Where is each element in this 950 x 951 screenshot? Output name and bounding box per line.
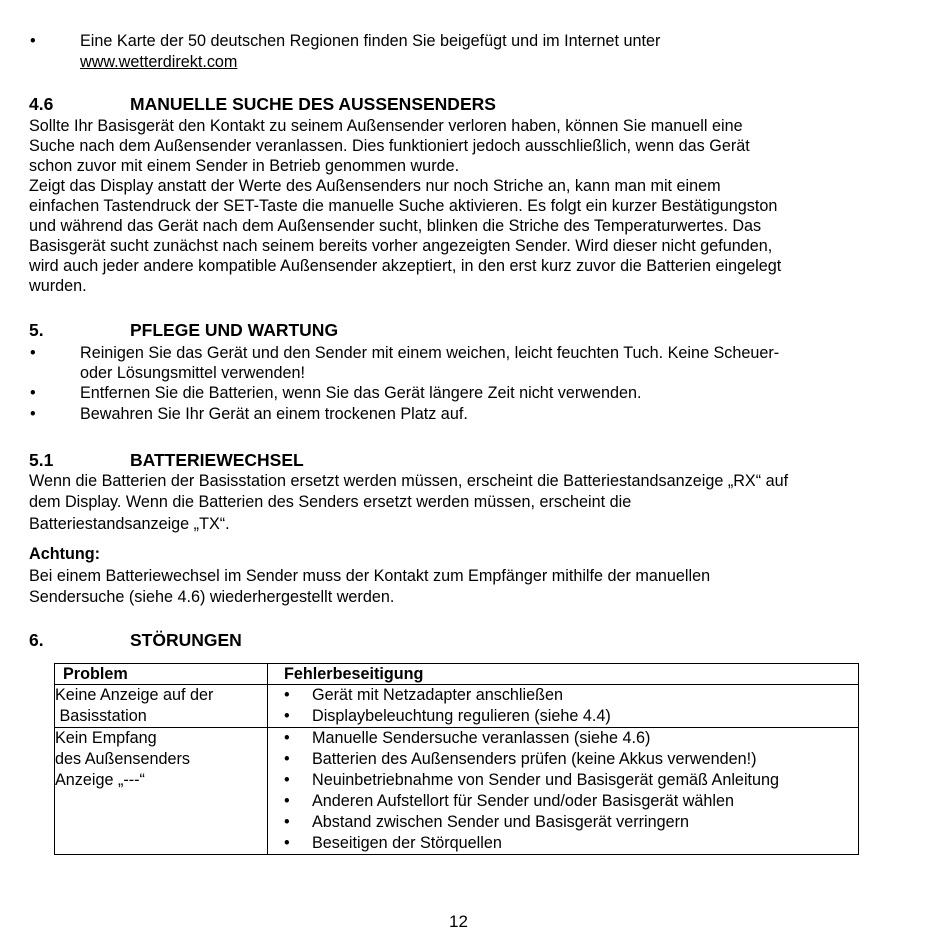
fix-item <box>268 812 858 833</box>
section-number: 6. <box>29 630 44 650</box>
intro-text: Eine Karte der 50 deutschen Regionen finden Sie beigefügt und im Internet unter <box>80 32 661 50</box>
wetterdirekt-link[interactable]: www.wetterdirekt.com <box>80 53 238 71</box>
fix-text: Abstand zwischen Sender und Basisgerät verringern <box>312 813 690 831</box>
bullet-marker: • <box>30 384 36 402</box>
paragraph-line: Wenn die Batterien der Basisstation ersetzt werden müssen, erscheint die Batteriestandsanzeige „RX“ auf <box>29 472 789 490</box>
paragraph-line: und während das Gerät nach dem Außensender sucht, blinken die Striche des Temperaturwertes. Das <box>29 217 762 235</box>
bullet-marker: • <box>30 32 36 50</box>
paragraph-line: dem Display. Wenn die Batterien des Senders ersetzt werden müssen, erscheint die <box>29 493 632 511</box>
fix-text: Anderen Aufstellort für Sender und/oder Basisgerät wählen <box>312 792 735 810</box>
problem-text: Keine Anzeige auf der <box>55 686 214 704</box>
problem-cell <box>55 685 268 728</box>
fix-text: Gerät mit Netzadapter anschließen <box>312 686 564 704</box>
paragraph-line: Zeigt das Display anstatt der Werte des Außensenders nur noch Striche an, kann man mit einem <box>29 177 721 195</box>
paragraph-line: schon zuvor mit einem Sender in Betrieb genommen wurde. <box>29 157 460 175</box>
paragraph-line: einfachen Tastendruck der SET-Taste die manuelle Suche aktivieren. Es folgt ein kurzer Bestätigungston <box>29 197 778 215</box>
care-text: Reinigen Sie das Gerät und den Sender mit einem weichen, leicht feuchten Tuch. Keine Scheuer- <box>80 344 780 362</box>
page-number: 12 <box>449 912 468 931</box>
problem-cell <box>55 728 268 855</box>
paragraph-line: Basisgerät sucht zunächst nach seinem bereits vorher angezeigten Sender. Wird dieser nicht gefunden, <box>29 237 773 255</box>
bullet-marker: • <box>284 834 290 852</box>
section-title: STÖRUNGEN <box>130 630 242 650</box>
fix-item <box>268 685 858 706</box>
fix-item <box>268 791 858 812</box>
fix-text: Manuelle Sendersuche veranlassen (siehe 4.6) <box>312 729 651 747</box>
paragraph-line: Sendersuche (siehe 4.6) wiederhergestellt werden. <box>29 588 395 606</box>
fix-cell <box>268 685 859 728</box>
fix-item <box>268 770 858 791</box>
bullet-marker: • <box>284 750 290 768</box>
fix-text: Beseitigen der Störquellen <box>312 834 502 852</box>
problem-text: des Außensenders <box>55 750 190 768</box>
bullet-marker: • <box>30 344 36 362</box>
paragraph-line: wurden. <box>29 277 87 295</box>
paragraph-line: Sollte Ihr Basisgerät den Kontakt zu seinem Außensender verloren haben, können Sie manuell eine <box>29 117 743 135</box>
paragraph-line: wird auch jeder andere kompatible Außensender akzeptiert, in den erst kurz zuvor die Batterien eingelegt <box>29 257 782 275</box>
fix-text: Neuinbetriebnahme von Sender und Basisgerät gemäß Anleitung <box>312 771 780 789</box>
fix-item <box>268 706 858 727</box>
section-number: 4.6 <box>29 94 54 114</box>
bullet-marker: • <box>284 771 290 789</box>
care-text: oder Lösungsmittel verwenden! <box>80 364 305 382</box>
table-header-row <box>55 664 859 685</box>
section-title: BATTERIEWECHSEL <box>130 450 304 470</box>
paragraph-line: Bei einem Batteriewechsel im Sender muss der Kontakt zum Empfänger mithilfe der manuellen <box>29 567 711 585</box>
care-text: Bewahren Sie Ihr Gerät an einem trockenen Platz auf. <box>80 405 468 423</box>
problem-text: Anzeige „---“ <box>55 771 145 789</box>
table-row <box>55 728 859 855</box>
fix-item <box>268 749 858 770</box>
bullet-marker: • <box>284 792 290 810</box>
header-problem: Problem <box>55 664 268 685</box>
fix-item <box>268 833 858 854</box>
header-fix: Fehlerbeseitigung <box>268 664 859 685</box>
table-row <box>55 685 859 728</box>
paragraph-line: Suche nach dem Außensender veranlassen. Dies funktioniert jedoch ausschließlich, wenn das Gerät <box>29 137 750 155</box>
bullet-marker: • <box>284 813 290 831</box>
fix-text: Batterien des Außensenders prüfen (keine Akkus verwenden!) <box>312 750 757 768</box>
bullet-marker: • <box>284 707 290 725</box>
bullet-marker: • <box>30 405 36 423</box>
paragraph-line: Batteriestandsanzeige „TX“. <box>29 515 230 533</box>
section-title: MANUELLE SUCHE DES AUSSENSENDERS <box>130 94 496 114</box>
section-number: 5. <box>29 320 44 340</box>
bullet-marker: • <box>284 686 290 704</box>
care-text: Entfernen Sie die Batterien, wenn Sie das Gerät längere Zeit nicht verwenden. <box>80 384 642 402</box>
bullet-marker: • <box>284 729 290 747</box>
attention-label: Achtung: <box>29 545 101 563</box>
section-number: 5.1 <box>29 450 54 470</box>
fix-cell <box>268 728 859 855</box>
problem-text: Kein Empfang <box>55 729 157 747</box>
fix-item <box>268 728 858 749</box>
fix-text: Displaybeleuchtung regulieren (siehe 4.4) <box>312 707 611 725</box>
section-title: PFLEGE UND WARTUNG <box>130 320 339 340</box>
troubleshooting-table <box>54 663 859 855</box>
problem-text: Basisstation <box>55 707 147 725</box>
